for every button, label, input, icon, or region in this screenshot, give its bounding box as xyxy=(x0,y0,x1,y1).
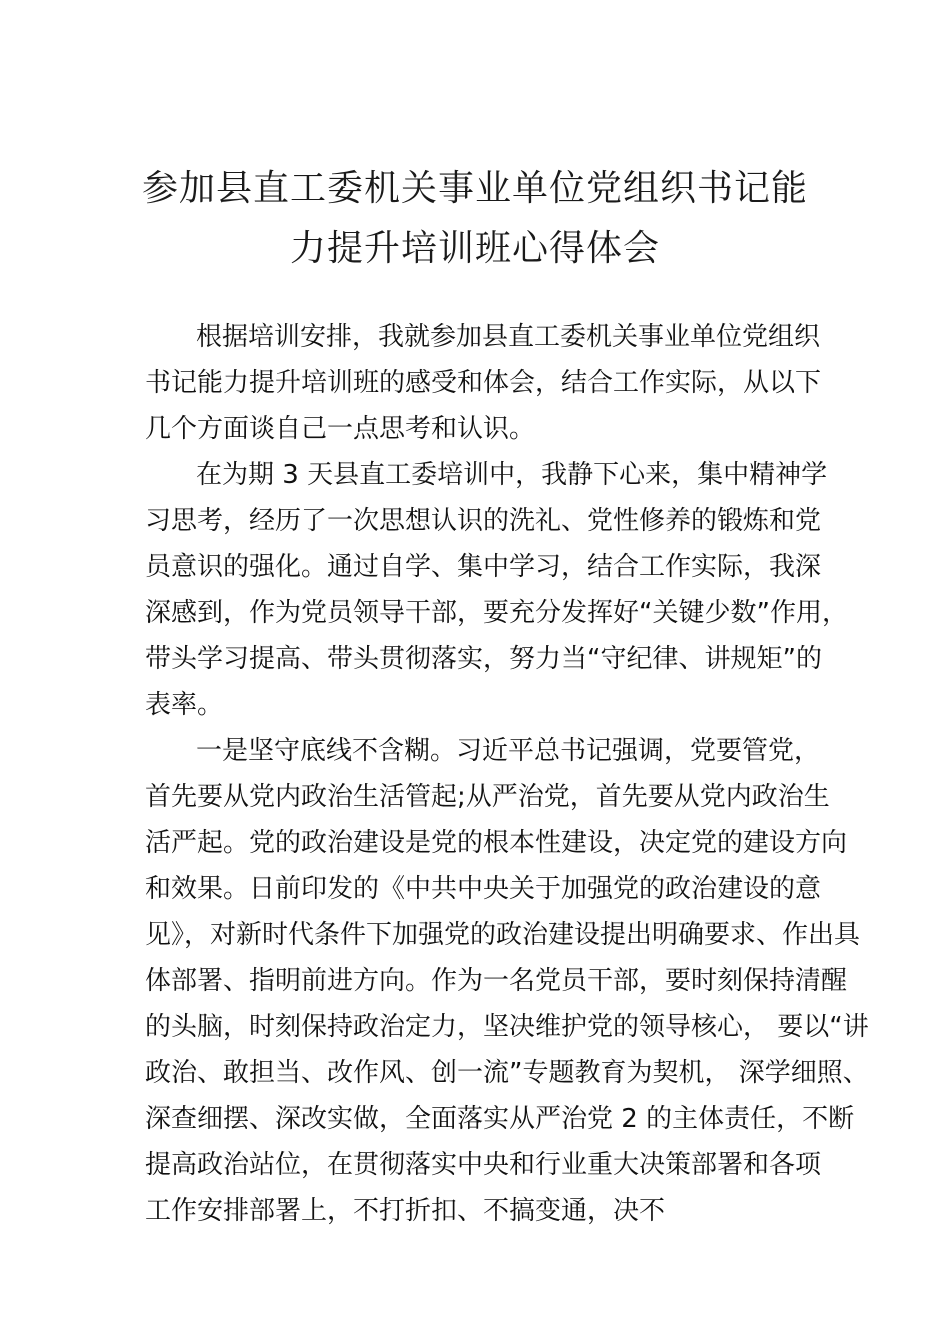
body-text-line: 带头学习提高、带头贯彻落实，努力当“守纪律、讲规矩”的 xyxy=(145,644,822,674)
body-text-line: 员意识的强化。通过自学、集中学习，结合工作实际，我深 xyxy=(145,552,822,582)
body-text-line: 表率。 xyxy=(145,690,224,720)
document-title-line-2: 力提升培训班心得体会 xyxy=(289,228,660,269)
body-text-line: 深感到，作为党员领导干部，要充分发挥好“关键少数”作用， xyxy=(145,598,848,628)
body-text-line: 见》，对新时代条件下加强党的政治建设提出明确要求、作出具 xyxy=(145,920,861,950)
body-text-line: 书记能力提升培训班的感受和体会，结合工作实际，从以下 xyxy=(145,368,822,398)
body-text-line: 习思考，经历了一次思想认识的洗礼、党性修养的锻炼和党 xyxy=(145,506,822,536)
body-text-line: 提高政治站位，在贯彻落实中央和行业重大决策部署和各项 xyxy=(145,1150,822,1180)
body-text-line: 工作安排部署上，不打折扣、不搞变通，决不 xyxy=(145,1196,666,1226)
body-text-line: 活严起。党的政治建设是党的根本性建设，决定党的建设方向 xyxy=(145,828,848,858)
body-text-line: 深查细摆、深改实做，全面落实从严治党 2 的主体责任，不断 xyxy=(145,1104,855,1134)
body-text-line: 和效果。日前印发的《中共中央关于加强党的政治建设的意 xyxy=(145,874,822,904)
body-text-line: 体部署、指明前进方向。作为一名党员干部，要时刻保持清醒 xyxy=(145,966,848,996)
body-text-line: 几个方面谈自己一点思考和认识。 xyxy=(145,414,536,444)
body-text-line: 根据培训安排，我就参加县直工委机关事业单位党组织 xyxy=(196,322,821,352)
body-text-line: 首先要从党内政治生活管起;从严治党，首先要从党内政治生 xyxy=(145,782,830,812)
body-text-line: 在为期 3 天县直工委培训中，我静下心来，集中精神学 xyxy=(196,460,828,490)
document-title-line-1: 参加县直工委机关事业单位党组织书记能 xyxy=(141,168,808,209)
body-text-line: 的头脑，时刻保持政治定力，坚决维护党的领导核心， 要以“讲 xyxy=(145,1012,869,1042)
body-text-line: 政治、敢担当、改作风、创一流”专题教育为契机， 深学细照、 xyxy=(145,1058,869,1088)
body-text-line: 一是坚守底线不含糊。习近平总书记强调，党要管党， xyxy=(196,736,821,766)
